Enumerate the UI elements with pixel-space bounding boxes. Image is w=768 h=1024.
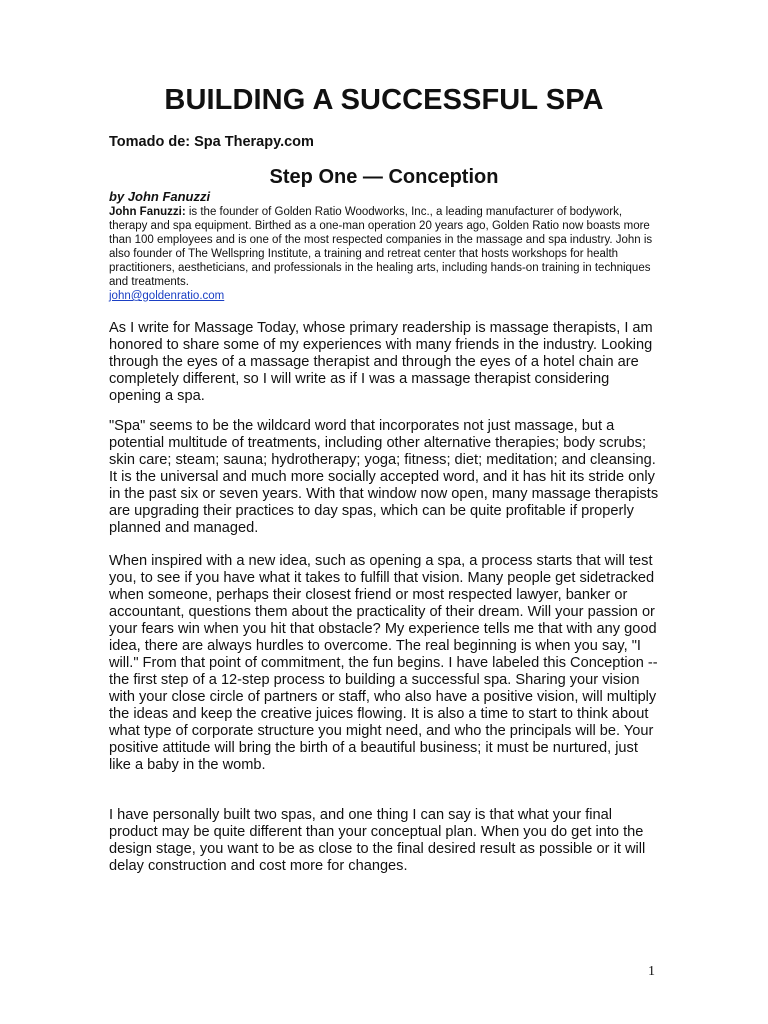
author-byline: by John Fanuzzi (109, 189, 211, 204)
body-paragraph: When inspired with a new idea, such as opening a spa, a process starts that will test you, to see if you have what it takes to fulfill that vision. Many people get sidetracked when someone, perhaps their closest friend or most respected lawyer, banker or accountant, questions them about the practicality of their dream. Will your passion or your fears win when you hit that obstacle? My experience tells me that with any good idea, there are always hurdles to overcome. The real beginning is when you say, "I will." From that point of commitment, the fun begins. I have labeled this Conception -- the first step of a 12-step process to building a successful spa. Sharing your vision with your close circle of partners or staff, who also have a positive vision, will multiply the ideas and keep the creative juices flowing. It is also a time to start to think about what type of corporate structure you might need, and who the principals will be. Your positive attitude will bring the birth of a beautiful business; it must be nurtured, just like a baby in the womb. (109, 553, 658, 773)
page-number: 1 (648, 964, 655, 979)
source-line: Tomado de: Spa Therapy.com (109, 134, 314, 150)
author-bio (109, 205, 657, 303)
body-paragraph: "Spa" seems to be the wildcard word that incorporates not just massage, but a potential multitude of treatments, including other alternative therapies; body scrubs; skin care; steam; sauna; hydrotherapy; yoga; fitness; diet; meditation; and cleansing. It is the universal and much more socially accepted word, and it has hit its stride only in the past six or seven years. With that window now open, many massage therapists are upgrading their practices to day spas, which can be quite profitable if properly planned and managed. (109, 418, 659, 536)
author-email-link[interactable]: john@goldenratio.com (109, 290, 225, 302)
document-title: BUILDING A SUCCESSFUL SPA (164, 84, 604, 116)
section-heading: Step One — Conception (269, 166, 499, 188)
body-paragraph: As I write for Massage Today, whose primary readership is massage therapists, I am honored to share some of my experiences with many friends in the industry. Looking through the eyes of a massage therapist and through the eyes of a hotel chain are completely different, so I will write as if I was a massage therapist considering opening a spa. (109, 320, 653, 404)
author-bio-name: John Fanuzzi: (109, 206, 186, 218)
author-bio-text: is the founder of Golden Ratio Woodworks, Inc., a leading manufacturer of bodywork, therapy and spa equipment. Birthed as a one-man operation 20 years ago, Golden Ratio now boasts more than 100 employees and is one of the most respected companies in the massage and spa industry. John is also founder of The Wellspring Institute, a training and retreat center that hosts workshops for health practitioners, aestheticians, and professionals in the healing arts, including hands-on training in techniques and treatments. (109, 206, 653, 288)
body-paragraph: I have personally built two spas, and one thing I can say is that what your final product may be quite different than your conceptual plan. When you do get into the design stage, you want to be as close to the final desired result as possible or it will delay construction and cost more for changes. (109, 807, 646, 874)
